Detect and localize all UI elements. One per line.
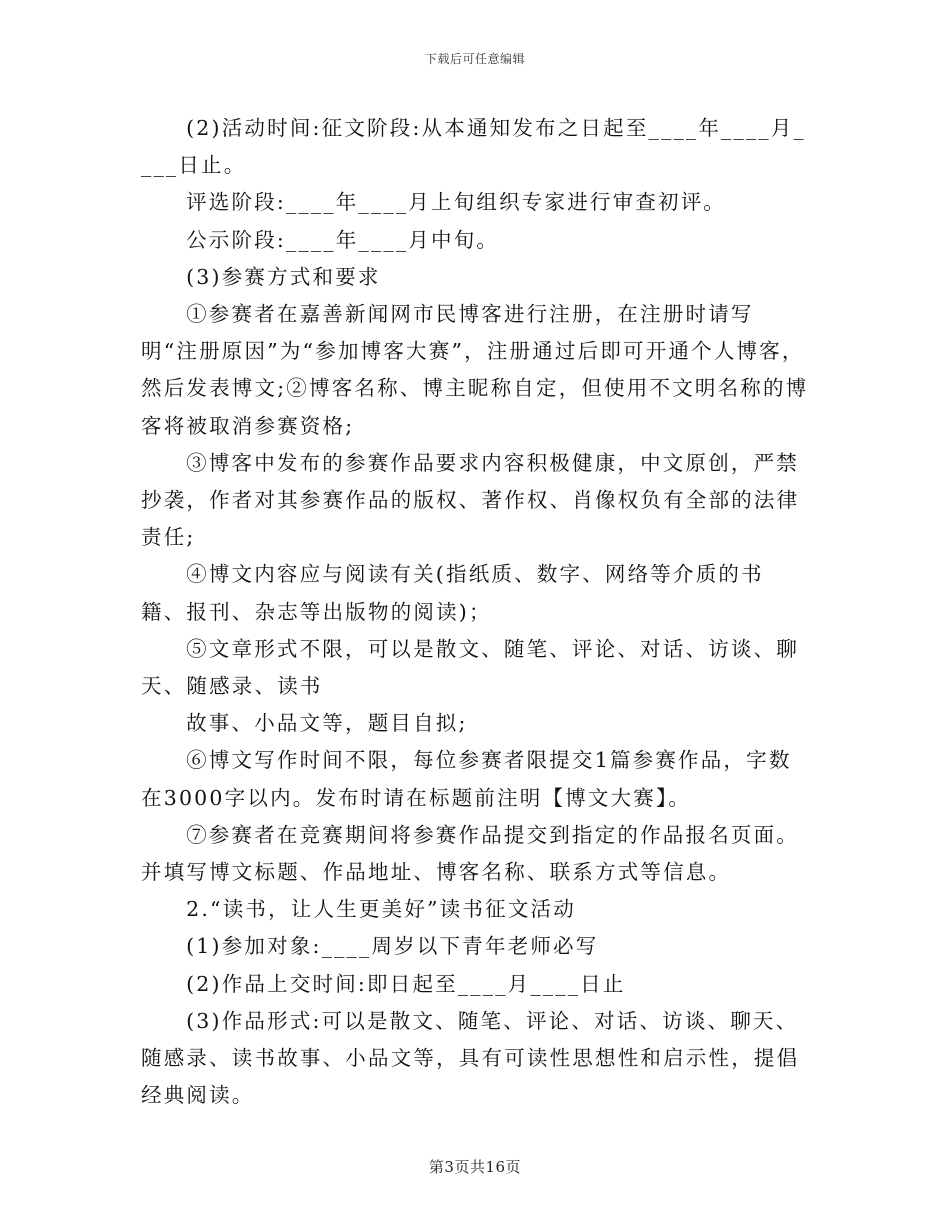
paragraph-submission-time: (2)作品上交时间:即日起至____月____日止 <box>186 971 626 996</box>
paragraph-item-6: ⑥博文写作时间不限，每位参赛者限提交1篇参赛作品，字数在3000字以内。发布时请在标题前注明【博文大赛】。 <box>141 748 792 810</box>
paragraph-participants: (1)参加对象:____周岁以下青年老师必写 <box>186 934 599 959</box>
paragraph-work-format: (3)作品形式:可以是散文、随笔、评论、对话、访谈、聊天、随感录、读书故事、小品文等，具有可读性思想性和启示性，提倡经典阅读。 <box>141 1008 800 1108</box>
paragraph-item-7: ⑦参赛者在竞赛期间将参赛作品提交到指定的作品报名页面。并填写博文标题、作品地址、博客名称、联系方式等信息。 <box>141 822 799 885</box>
page-footer: 第3页共16页 <box>428 1158 522 1176</box>
paragraph-item-1: ①参赛者在嘉善新闻网市民博客进行注册，在注册时请写明“注册原因”为“参加博客大赛”，注册通过后即可开通个人博客，然后发表博文;②博客名称、博主昵称自定，但使用不文明名称的博客将被取消参赛资格; <box>141 302 809 438</box>
paragraph-item-3: ③博客中发布的参赛作品要求内容积极健康，中文原创，严禁抄袭，作者对其参赛作品的版权、著作权、肖像权负有全部的法律责任; <box>141 450 800 550</box>
document-body <box>141 110 809 1114</box>
page-header: 下载后可任意编辑 <box>424 52 525 66</box>
paragraph-publicity-stage: 公示阶段:____年____月中旬。 <box>186 227 500 252</box>
paragraph-item-4: ④博文内容应与阅读有关(指纸质、数字、网络等介质的书籍、报刊、杂志等出版物的阅读)； <box>141 562 764 624</box>
paragraph-review-stage: 评选阶段:____年____月上旬组织专家进行审查初评。 <box>186 190 727 215</box>
paragraph-activity-time: (2)活动时间:征文阶段:从本通知发布之日起至____年____月____日止。 <box>141 116 806 178</box>
paragraph-item-5: ⑤文章形式不限，可以是散文、随笔、评论、对话、访谈、聊天、随感录、读书 <box>141 636 799 699</box>
paragraph-item-5-continued: 故事、小品文等，题目自拟; <box>186 711 468 736</box>
paragraph-reading-essay-heading: 2.“读书，让人生更美好”读书征文活动 <box>186 897 576 922</box>
paragraph-section-heading: (3)参赛方式和要求 <box>186 264 381 289</box>
